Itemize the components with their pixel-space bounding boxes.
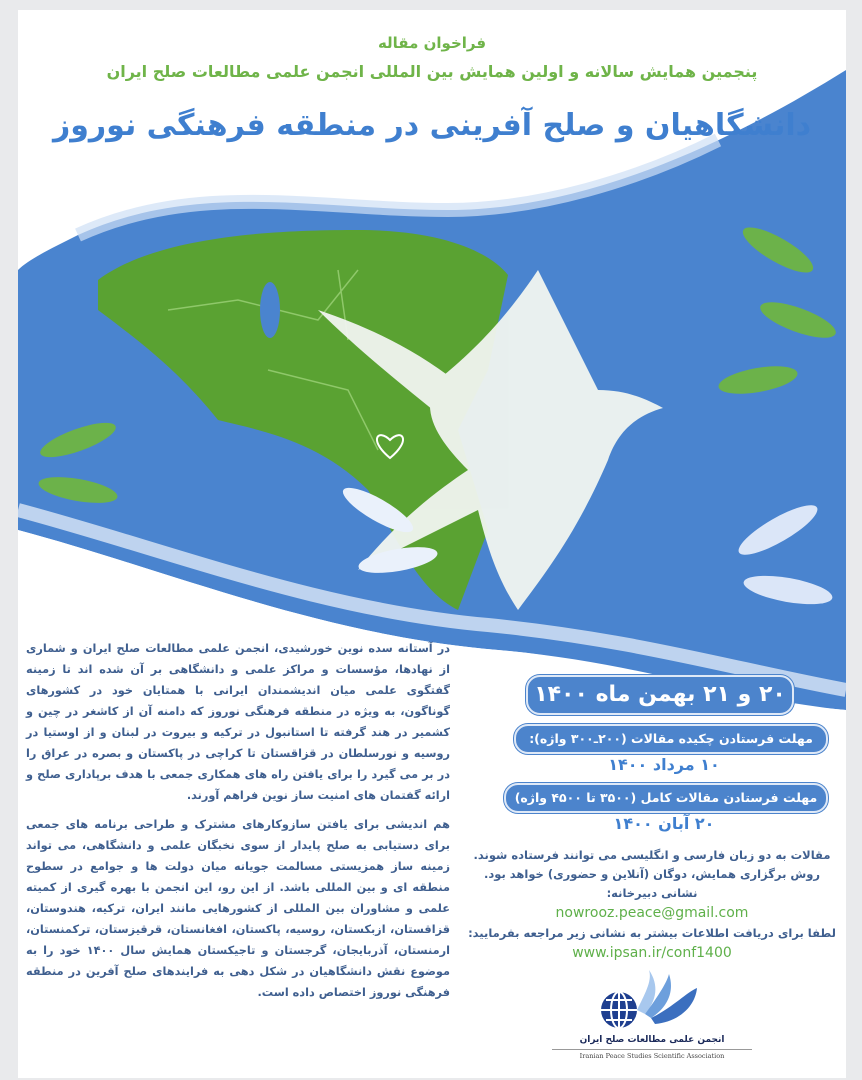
- conference-name: پنجمین همایش سالانه و اولین همایش بین المللی انجمن علمی مطالعات صلح ایران: [106, 62, 758, 81]
- second-paragraph: هم اندیشی برای یافتن سازوکارهای مشترک و طراحی برنامه های جمعی برای دستیابی به صلح پایدار از سوی نخبگان علمی و دانشگاهی، می تواند زمینه ساز همزیستی مسالمت جویانه میان دولت ها و جوامع در سطوح منطقه ای و بین المللی باشد. از این رو، این انجمن با بهره گیری از کمیته علمی و مشاوران بین المللی از کشورهایی مانند ایران، ترکیه، هندوستان، قزاقستان، ازبکستان، روسیه، پاکستان، افغانستان، قرقیزستان، ترکمنستان، ارمنستان، آذربایجان، گرجستان و تاجیکستان همایش سال ۱۴۰۰ خود را به موضوع نقش دانشگاهیان در شکل دهی به فرایندهای صلح آفرین در منطقه فرهنگی نوروز اختصاص داده است.: [26, 818, 450, 999]
- abstract-deadline-label: مهلت فرستادن چکیده مقالات (۲۰۰ـ۳۰۰ واژه):: [514, 724, 828, 754]
- full-paper-deadline-date: ۲۰ آبان ۱۴۰۰: [613, 814, 715, 833]
- full-paper-deadline-label: مهلت فرستادن مقالات کامل (۳۵۰۰ تا ۴۵۰۰ واژه): [504, 783, 828, 813]
- intro-paragraph: در آستانه سده نوین خورشیدی، انجمن علمی مطالعات صلح ایران و شماری از نهادها، مؤسسات و مراکز علمی و دانشگاهی بر آن شده اند تا زمینه گفتگوی علمی میان اندیشمندان ایرانی با همتایان خود در کشورهای گوناگون، به ویژه در منطقه فرهنگی نوروز که دامنه آن از کاشغر در چین و کشمیر در هند گرفته تا استانبول در ترکیه و بیروت در لبنان و از اوستیا در روسیه و نورسلطان در قزاقستان تا کراچی در پاکستان و بصره در عراق را در بر می گیرد را برای یافتن راه های همکاری جمعی با هدف برپاداری صلح و ارائه گفتمان های امنیت ساز نوین فراهم آورند.: [26, 642, 450, 802]
- format-info: روش برگزاری همایش، دوگان (آنلاین و حضوری) خواهد بود.: [483, 867, 821, 881]
- call-for-papers-heading: فراخوان مقاله: [377, 34, 487, 52]
- secretariat-label: نشانی دبیرخانه:: [606, 886, 698, 900]
- languages-info: مقالات به دو زبان فارسی و انگلیسی می توانند فرستاده شوند.: [473, 848, 831, 862]
- contact-info: [462, 846, 842, 1061]
- poster: [18, 10, 846, 1078]
- logo-name-en: Iranian Peace Studies Scientific Association: [552, 1049, 752, 1061]
- association-logo: [597, 970, 707, 1032]
- website-link[interactable]: www.ipsan.ir/conf1400: [572, 945, 732, 961]
- body-text: [26, 638, 450, 1003]
- abstract-deadline-date: ۱۰ مرداد ۱۴۰۰: [608, 755, 720, 774]
- email-link[interactable]: nowrooz.peace@gmail.com: [555, 905, 749, 921]
- conference-date-badge: ۲۰ و ۲۱ بهمن ماه ۱۴۰۰: [526, 675, 794, 715]
- more-info-label: لطفا برای دریافت اطلاعات بیشتر به نشانی زیر مراجعه بفرمایید:: [468, 926, 836, 940]
- poster-title: دانشگاهیان و صلح آفرینی در منطقه فرهنگی نوروز: [52, 108, 812, 143]
- logo-name-fa: انجمن علمی مطالعات صلح ایران: [579, 1035, 725, 1045]
